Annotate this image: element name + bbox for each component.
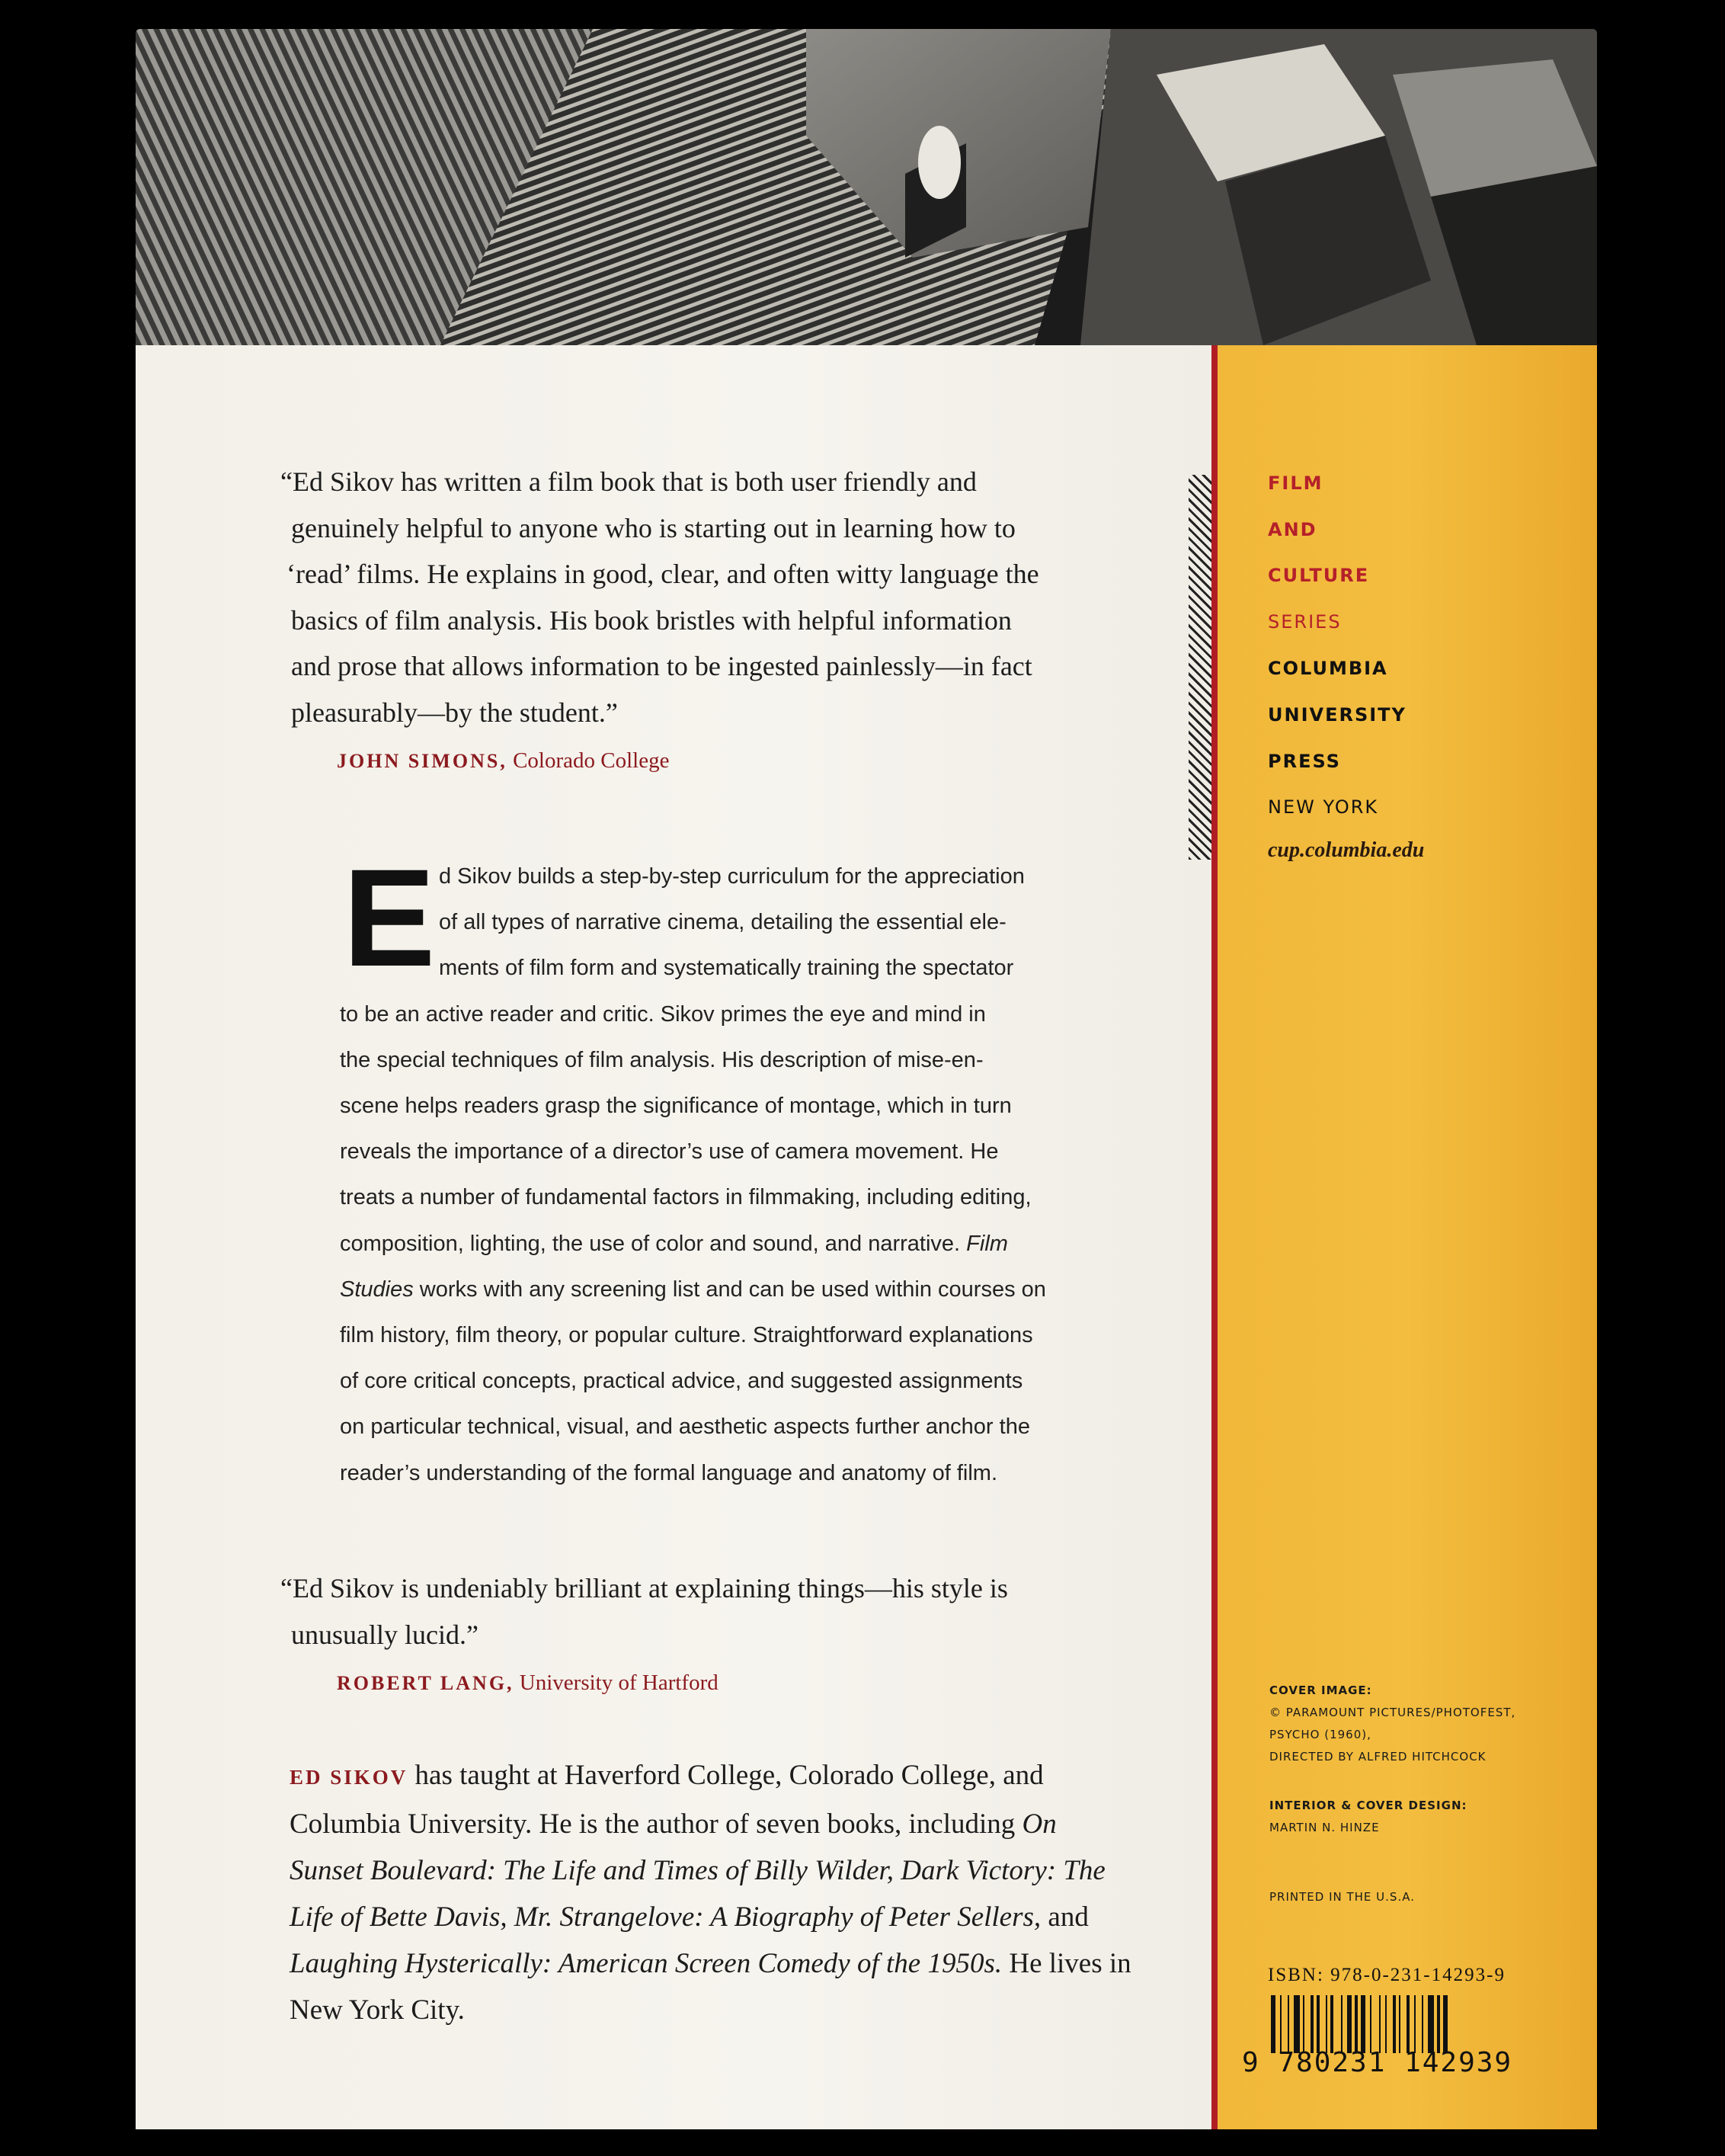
description-line: scene helps readers grasp the significance of montage, which in turn — [340, 1094, 1012, 1119]
series-label: SERIES — [1268, 611, 1342, 633]
quote-line: “Ed Sikov is undeniably brilliant at explaining things—his style is — [280, 1573, 1008, 1603]
book-description — [340, 840, 1125, 1496]
divider-line — [1211, 345, 1218, 2129]
barcode-bar — [1271, 1995, 1275, 2053]
barcode-bar — [1326, 1995, 1327, 2053]
author-bio — [290, 1752, 1204, 2033]
quote-attribution — [337, 748, 669, 774]
description-line: on particular technical, visual, and aesthetic aspects further anchor the — [340, 1414, 1030, 1440]
barcode-bar — [1414, 1995, 1416, 2053]
bio-line — [290, 1801, 1204, 1847]
bio-line: New York City. — [290, 1994, 465, 2026]
bio-book-title: Sunset Boulevard: The Life and Times of Billy Wilder, Dark Victory: The — [290, 1855, 1106, 1886]
description-line: of core critical concepts, practical advice, and suggested assignments — [340, 1369, 1023, 1394]
credit-heading: COVER IMAGE: — [1269, 1683, 1372, 1697]
barcode-bar — [1399, 1995, 1400, 2053]
design-credit — [1269, 1795, 1467, 1839]
description-line: reveals the importance of a director’s use of camera movement. He — [340, 1139, 999, 1164]
attribution-name: JOHN SIMONS, — [337, 750, 507, 772]
barcode-bar — [1393, 1995, 1396, 2053]
bio-text: and — [1041, 1901, 1089, 1933]
barcode-bar — [1437, 1995, 1440, 2053]
barcode-bar — [1347, 1995, 1352, 2053]
description-line: reader’s understanding of the formal language and anatomy of film. — [340, 1460, 998, 1485]
barcode-bar — [1341, 1995, 1343, 2053]
barcode-bar — [1370, 1995, 1371, 2053]
description-line: d Sikov builds a step-by-step curriculum for the appreciation — [439, 864, 1025, 889]
description-text: works with any screening list and can be used within courses on — [413, 1277, 1046, 1302]
bio-line — [290, 1940, 1204, 1987]
publisher-university: UNIVERSITY — [1268, 704, 1407, 726]
quote-john-simons — [280, 459, 1039, 735]
barcode-bar — [1330, 1995, 1333, 2053]
credit-heading: INTERIOR & COVER DESIGN: — [1269, 1799, 1467, 1812]
bio-book-title: On — [1022, 1808, 1057, 1840]
bio-book-title: Laughing Hysterically: American Screen Comedy of the 1950s. — [290, 1948, 1003, 1979]
series-film: FILM — [1268, 473, 1323, 494]
bio-author-name: ED SIKOV — [290, 1766, 408, 1789]
credit-line: MARTIN N. HINZE — [1269, 1821, 1380, 1834]
attribution-institution: University of Hartford — [519, 1671, 718, 1695]
description-text: composition, lighting, the use of color and sound, and narrative. — [340, 1231, 967, 1256]
description-line: the special techniques of film analysis. His description of mise-en- — [340, 1047, 984, 1072]
series-culture: CULTURE — [1268, 565, 1370, 586]
italic-film: Film — [966, 1231, 1008, 1256]
barcode-bar — [1311, 1995, 1314, 2053]
bio-book-title: Life of Bette Davis, Mr. Strangelove: A Biography of Peter Sellers, — [290, 1901, 1042, 1933]
quote-line: “Ed Sikov has written a film book that is both user friendly and — [280, 466, 977, 497]
bio-text: He lives in — [1002, 1948, 1131, 1979]
attribution-institution: Colorado College — [513, 748, 670, 773]
printed-notice: PRINTED IN THE U.S.A. — [1269, 1890, 1415, 1904]
drop-cap: E — [343, 840, 436, 995]
quote-line: and prose that allows information to be ingested painlessly—in fact — [291, 651, 1032, 681]
bio-line — [290, 1894, 1204, 1940]
credit-line: PSYCHO (1960), — [1269, 1728, 1371, 1741]
quote-attribution — [337, 1671, 718, 1696]
barcode-bar — [1379, 1995, 1381, 2053]
barcode-number: 9 780231 142939 — [1242, 2047, 1513, 2078]
barcode-bar — [1288, 1995, 1289, 2053]
credit-line: DIRECTED BY ALFRED HITCHCOCK — [1269, 1750, 1487, 1764]
description-line: to be an active reader and critic. Sikov primes the eye and mind in — [340, 1001, 986, 1027]
hatch-mark — [1189, 475, 1211, 860]
bio-line — [290, 1847, 1204, 1894]
publisher-url: cup.columbia.edu — [1268, 838, 1425, 862]
bio-text: Columbia University. He is the author of seven books, including — [290, 1808, 1023, 1840]
description-line: treats a number of fundamental factors in filmmaking, including editing, — [340, 1185, 1032, 1210]
barcode-bar — [1428, 1995, 1434, 2053]
italic-studies: Studies — [340, 1277, 414, 1302]
quote-robert-lang — [280, 1565, 1008, 1658]
description-line: film history, film theory, or popular culture. Straightforward explanations — [340, 1323, 1033, 1348]
quote-line: ‘read’ films. He explains in good, clear, and often witty language the — [286, 559, 1039, 589]
barcode-bar — [1422, 1995, 1423, 2053]
description-line: of all types of narrative cinema, detailing the essential ele- — [439, 910, 1007, 935]
description-line: ments of film form and systematically training the spectator — [439, 956, 1014, 981]
publisher-press: PRESS — [1268, 751, 1341, 772]
barcode-bar — [1443, 1995, 1448, 2053]
barcode — [1269, 1995, 1531, 2053]
barcode-bar — [1361, 1995, 1365, 2053]
series-and: AND — [1268, 519, 1317, 540]
description-line — [340, 1267, 1125, 1312]
cover-credit — [1269, 1680, 1515, 1768]
cover-photo — [136, 29, 1597, 345]
credit-line: © PARAMOUNT PICTURES/PHOTOFEST, — [1269, 1706, 1516, 1719]
attribution-name: ROBERT LANG, — [337, 1672, 514, 1694]
bio-text: has taught at Haverford College, Colorado College, and — [408, 1760, 1044, 1791]
bio-line — [290, 1752, 1204, 1801]
publisher-columbia: COLUMBIA — [1268, 658, 1388, 679]
barcode-bar — [1294, 1995, 1300, 2053]
quote-line: pleasurably—by the student.” — [291, 697, 618, 728]
isbn: ISBN: 978-0-231-14293-9 — [1268, 1965, 1506, 1985]
barcode-bar — [1280, 1995, 1282, 2053]
barcode-bar — [1317, 1995, 1320, 2053]
quote-line: genuinely helpful to anyone who is starting out in learning how to — [291, 512, 1016, 543]
quote-line: basics of film analysis. His book bristles with helpful information — [291, 604, 1012, 636]
barcode-bar — [1385, 1995, 1387, 2053]
publisher-city: NEW YORK — [1268, 796, 1379, 818]
barcode-bar — [1303, 1995, 1304, 2053]
barcode-bar — [1407, 1995, 1410, 2053]
description-line — [340, 1221, 1125, 1267]
quote-line: unusually lucid.” — [291, 1619, 478, 1650]
barcode-bar — [1355, 1995, 1358, 2053]
